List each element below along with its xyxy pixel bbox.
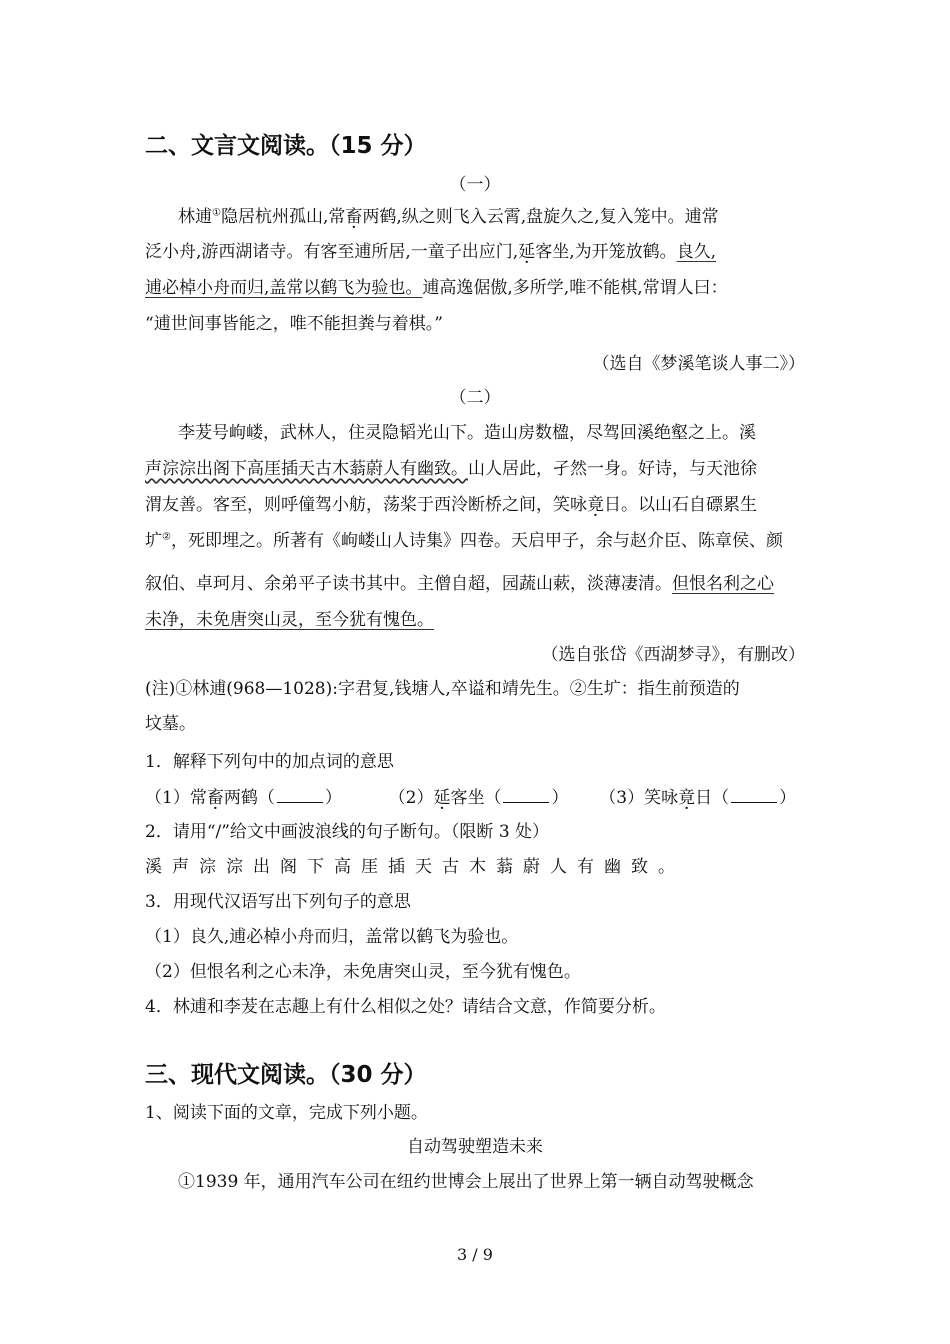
dotted-word: 畜 <box>345 207 363 227</box>
passage-1-source: （选自《梦溪笔谈人事二》） <box>592 354 805 374</box>
section-2-heading: 二、文言文阅读。（15 分） <box>145 133 427 159</box>
underlined-sentence: 未净，未免唐突山灵，至今犹有愧色。 <box>145 610 434 630</box>
dotted-word: 竟 <box>678 788 696 808</box>
passage-1-line-3: 逋必棹小舟而归,盖常以鹤飞为验也。逋高逸倨傲,多所学,唯不能棋,常谓人曰： <box>145 278 728 298</box>
question-3-sentence-2: （2）但恨名利之心未净，未免唐突山灵，至今犹有愧色。 <box>145 962 581 982</box>
passage-2-line-2: 声淙淙出阁下高厓插天古木蓊蔚人有幽致。山人居此，孑然一身。好诗，与天池徐 <box>145 459 757 479</box>
underlined-sentence: 逋必棹小舟而归,盖常以鹤飞为验也。 <box>145 278 423 298</box>
underlined-sentence: 良久, <box>676 242 717 262</box>
answer-blank[interactable] <box>503 784 549 803</box>
answer-blank[interactable] <box>731 784 777 803</box>
passage-2-label: （二） <box>449 388 501 408</box>
page-number: 3 / 9 <box>457 1245 493 1264</box>
passage-1-line-4: “逋世间事皆能之，唯不能担粪与着棋。” <box>145 314 443 334</box>
dotted-word: 畜 <box>206 788 224 808</box>
q1-item-2: （2）延客坐（ ） <box>389 788 569 808</box>
question-2-sentence: 溪声淙淙出阁下高厓插天古木蓊蔚人有幽致。 <box>145 857 685 877</box>
passage-1-line-2: 泛小舟,游西湖诸寺。有客至逋所居,一童子出应门,延客坐,为开笼放鹤。良久, <box>145 242 717 262</box>
wavy-underlined-sentence: 声淙淙出阁下高厓插天古木蓊蔚人有幽致。 <box>145 459 468 479</box>
q1-item-3: （3）笑咏竟日（ ） <box>599 788 796 808</box>
question-1-prompt: 1．解释下列句中的加点词的意思 <box>145 752 394 772</box>
answer-blank[interactable] <box>277 784 323 803</box>
question-1-items <box>145 784 796 810</box>
note-line-2: 坟墓。 <box>145 714 196 734</box>
passage-2-line-3: 渭友善。客至，则呼僮驾小舫，荡桨于西泠断桥之间，笑咏竟日。以山石自磦累生 <box>145 495 757 515</box>
footnote-mark: ② <box>162 531 171 543</box>
passage-2-line-1: 李茇号岣嵝，武林人，住灵隐韬光山下。造山房数楹，尽驾回溪绝壑之上。溪 <box>178 423 756 443</box>
dotted-word: 竟 <box>587 495 604 515</box>
q1-item-1: （1）常畜两鹤（ ） <box>145 788 342 808</box>
passage-2-line-4: 圹②，死即埋之。所著有《岣嵝山人诗集》四卷。天启甲子，余与赵介臣、陈章侯、颜 <box>145 531 783 551</box>
question-3-sentence-1: （1）良久,逋必棹小舟而归，盖常以鹤飞为验也。 <box>145 927 519 947</box>
footnote-mark: ① <box>212 207 221 219</box>
note-line-1: (注)①林逋(968—1028):字君复,钱塘人,卒谥和靖先生。②生圹：指生前预造的 <box>145 679 740 699</box>
dotted-word: 延 <box>433 788 451 808</box>
passage-1-label: （一） <box>449 175 501 195</box>
question-3-prompt: 3．用现代汉语写出下列句子的意思 <box>145 892 411 912</box>
underlined-sentence: 但恨名利之心 <box>672 574 774 594</box>
passage-2-line-6 <box>145 608 434 632</box>
article-title: 自动驾驶塑造未来 <box>407 1137 543 1157</box>
passage-2-source: （选自张岱《西湖梦寻》，有删改） <box>541 645 805 665</box>
dotted-word: 延 <box>518 242 536 262</box>
question-2-prompt: 2．请用“/”给文中画波浪线的句子断句。（限断 3 处） <box>145 822 550 842</box>
section-3-heading: 三、现代文阅读。（30 分） <box>145 1062 427 1088</box>
passage-1-line-1: 林逋①隐居杭州孤山,常畜两鹤,纵之则飞入云霄,盘旋久之,复入笼中。逋常 <box>178 207 719 227</box>
section-3-instruction: 1、阅读下面的文章，完成下列小题。 <box>145 1103 428 1123</box>
passage-2-line-5: 叙伯、卓珂月、余弟平子读书其中。主僧自超，园蔬山蔌，淡薄凄清。但恨名利之心 <box>145 574 774 594</box>
question-4-prompt: 4．林逋和李茇在志趣上有什么相似之处？请结合文意，作简要分析。 <box>145 997 666 1017</box>
article-paragraph-1: ①1939 年，通用汽车公司在纽约世博会上展出了世界上第一辆自动驾驶概念 <box>178 1172 754 1192</box>
